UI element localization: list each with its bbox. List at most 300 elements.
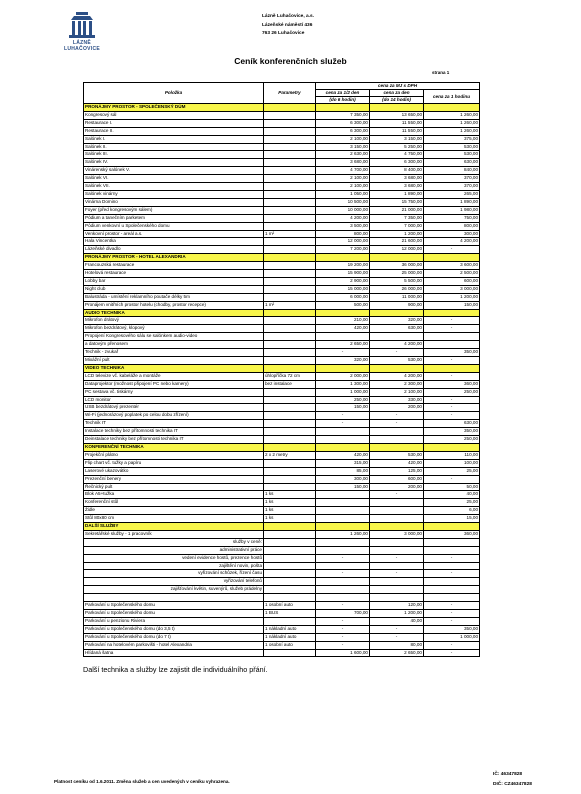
cell-item: LCD televize vč. kabeláže a montáže bbox=[84, 372, 264, 380]
cell-params bbox=[264, 357, 316, 365]
cell-price-half-day bbox=[316, 333, 370, 341]
table-row bbox=[84, 562, 480, 570]
cell-price-full-day: 4 200,00 bbox=[370, 341, 424, 349]
cell-item: PRONÁJMY PROSTOR - HOTEL ALEXANDRIA bbox=[84, 254, 264, 262]
cell-price-half-day: 10 000,00 bbox=[316, 206, 370, 214]
cell-item: Restaurace II. bbox=[84, 127, 264, 135]
cell-price-full-day: 330,00 bbox=[370, 396, 424, 404]
cell-price-hour: 630,00 bbox=[424, 159, 480, 167]
cell-params bbox=[264, 388, 316, 396]
cell-item: Hlídaná šatna bbox=[84, 649, 264, 657]
table-row bbox=[84, 183, 480, 191]
cell-params bbox=[264, 175, 316, 183]
cell-price-hour: 800,00 bbox=[424, 222, 480, 230]
table-row bbox=[84, 119, 480, 127]
company-city: 763 26 Luhačovice bbox=[262, 31, 305, 37]
cell-price-half-day: 4 200,00 bbox=[316, 214, 370, 222]
section-row bbox=[84, 523, 480, 531]
cell-item: Dataprojektor (možnost připojení PC nebo kamery) bbox=[84, 380, 264, 388]
cell-item: Parkování u penzionu Riviera bbox=[84, 617, 264, 625]
header-full-day: cena za den bbox=[370, 90, 424, 97]
cell-item: Balustráda - umístění reklamního poutače délky 5m bbox=[84, 293, 264, 301]
cell-params bbox=[264, 190, 316, 198]
cell-params bbox=[264, 483, 316, 491]
header-half-day: cena za 1/2 den bbox=[316, 90, 370, 97]
cell-price-half-day: 150,00 bbox=[316, 404, 370, 412]
cell-price-full-day: 5 250,00 bbox=[370, 143, 424, 151]
cell-price-full-day: 7 350,00 bbox=[370, 214, 424, 222]
cell-item: Konferenční stůl bbox=[84, 499, 264, 507]
cell-price-full-day: 200,00 bbox=[370, 404, 424, 412]
cell-price-hour: 300,00 bbox=[424, 230, 480, 238]
table-row bbox=[84, 111, 480, 119]
cell-price-half-day: 1 300,00 bbox=[316, 380, 370, 388]
cell-params: bez instalace bbox=[264, 380, 316, 388]
cell-price-hour: 1 260,00 bbox=[424, 119, 480, 127]
cell-params bbox=[264, 404, 316, 412]
cell-price-hour: - bbox=[424, 404, 480, 412]
cell-price-hour: 600,00 bbox=[424, 277, 480, 285]
cell-price-half-day bbox=[316, 443, 370, 451]
cell-price-half-day: - bbox=[316, 570, 370, 578]
cell-price-hour: 360,00 bbox=[424, 380, 480, 388]
cell-item: Technik - zvukař bbox=[84, 349, 264, 357]
table-row bbox=[84, 341, 480, 349]
cell-price-full-day bbox=[370, 428, 424, 436]
cell-price-full-day bbox=[370, 507, 424, 515]
cell-price-full-day: 80,00 bbox=[370, 641, 424, 649]
cell-price-full-day: 11 550,00 bbox=[370, 119, 424, 127]
cell-price-hour: - bbox=[424, 609, 480, 617]
cell-price-hour: 25,00 bbox=[424, 499, 480, 507]
cell-params bbox=[264, 546, 316, 554]
table-row bbox=[84, 277, 480, 285]
table-row bbox=[84, 317, 480, 325]
table-row bbox=[84, 206, 480, 214]
cell-params bbox=[264, 349, 316, 357]
cell-price-half-day: 210,00 bbox=[316, 317, 370, 325]
cell-params bbox=[264, 420, 316, 428]
cell-price-hour: 4 200,00 bbox=[424, 238, 480, 246]
cell-price-hour: 370,00 bbox=[424, 175, 480, 183]
cell-item: Salónek VI. bbox=[84, 175, 264, 183]
table-row bbox=[84, 396, 480, 404]
table-row bbox=[84, 404, 480, 412]
cell-price-full-day: - bbox=[370, 570, 424, 578]
cell-price-full-day: 530,00 bbox=[370, 357, 424, 365]
cell-price-hour: 1 200,00 bbox=[424, 293, 480, 301]
cell-price-full-day: - bbox=[370, 491, 424, 499]
cell-price-full-day: 2 650,00 bbox=[370, 649, 424, 657]
cell-params bbox=[264, 530, 316, 538]
cell-price-half-day: 800,00 bbox=[316, 230, 370, 238]
cell-price-half-day: 315,00 bbox=[316, 459, 370, 467]
cell-price-full-day: 8 400,00 bbox=[370, 167, 424, 175]
cell-price-full-day: 1 890,00 bbox=[370, 190, 424, 198]
cell-price-hour: 2 500,00 bbox=[424, 270, 480, 278]
cell-item: Mixážní pult bbox=[84, 357, 264, 365]
cell-params: úhlopříčka 72 cm bbox=[264, 372, 316, 380]
cell-price-half-day: - bbox=[316, 602, 370, 610]
cell-params bbox=[264, 214, 316, 222]
cell-price-half-day: 3 500,00 bbox=[316, 222, 370, 230]
cell-item: vedení evidence hostů, prezence hostů bbox=[84, 554, 264, 562]
cell-price-half-day: 85,00 bbox=[316, 467, 370, 475]
cell-price-half-day bbox=[316, 436, 370, 444]
cell-price-hour: 40,00 bbox=[424, 491, 480, 499]
table-row bbox=[84, 175, 480, 183]
cell-price-full-day: - bbox=[370, 412, 424, 420]
cell-price-hour bbox=[424, 586, 480, 594]
cell-price-half-day bbox=[316, 578, 370, 586]
cell-params bbox=[264, 206, 316, 214]
cell-item: zajištění novin, pošta bbox=[84, 562, 264, 570]
cell-item: administrativní práce bbox=[84, 546, 264, 554]
table-row bbox=[84, 649, 480, 657]
table-row bbox=[84, 214, 480, 222]
cell-price-full-day: 125,00 bbox=[370, 467, 424, 475]
table-row bbox=[84, 483, 480, 491]
cell-item: Prezenční benery bbox=[84, 475, 264, 483]
table-row bbox=[84, 190, 480, 198]
cell-params bbox=[264, 538, 316, 546]
cell-params bbox=[264, 270, 316, 278]
cell-item: Sekretářské služby - 1 pracovník bbox=[84, 530, 264, 538]
table-row bbox=[84, 301, 480, 309]
table-row bbox=[84, 143, 480, 151]
cell-item: Parkování u Společenského domu (do 7 t) bbox=[84, 633, 264, 641]
cell-price-hour: 630,00 bbox=[424, 420, 480, 428]
cell-price-full-day: 5 500,00 bbox=[370, 277, 424, 285]
table-row bbox=[84, 467, 480, 475]
cell-item: Wi-Fi (jednorázový poplatek po celou dobu zřízení) bbox=[84, 412, 264, 420]
cell-item: Hala Vincentka bbox=[84, 238, 264, 246]
cell-params bbox=[264, 246, 316, 254]
cell-item: zajišťování květin, suvenýrů, služeb prádelny bbox=[84, 586, 264, 594]
table-row bbox=[84, 151, 480, 159]
cell-item: Foyer (před kongresovým sálem) bbox=[84, 206, 264, 214]
cell-params bbox=[264, 254, 316, 262]
cell-price-half-day bbox=[316, 104, 370, 112]
cell-price-full-day bbox=[370, 594, 424, 602]
table-row bbox=[84, 617, 480, 625]
cell-price-hour: - bbox=[424, 617, 480, 625]
table-row bbox=[84, 388, 480, 396]
cell-item: Židle bbox=[84, 507, 264, 515]
table-row bbox=[84, 270, 480, 278]
cell-price-full-day: 120,00 bbox=[370, 602, 424, 610]
cell-params: 1 ks bbox=[264, 499, 316, 507]
header-row-top bbox=[84, 83, 480, 90]
cell-price-hour: 3 600,00 bbox=[424, 262, 480, 270]
cell-item: Blok A5+tužka bbox=[84, 491, 264, 499]
cell-price-full-day bbox=[370, 578, 424, 586]
cell-params bbox=[264, 523, 316, 531]
section-row bbox=[84, 364, 480, 372]
dic: DIČ: CZ46347828 bbox=[493, 782, 532, 787]
cell-price-hour: 350,00 bbox=[424, 349, 480, 357]
table-row bbox=[84, 515, 480, 523]
cell-price-full-day: 320,00 bbox=[370, 317, 424, 325]
cell-price-half-day: 19 200,00 bbox=[316, 262, 370, 270]
cell-price-half-day bbox=[316, 254, 370, 262]
table-row bbox=[84, 285, 480, 293]
cell-price-full-day: 3 680,00 bbox=[370, 175, 424, 183]
cell-price-hour bbox=[424, 254, 480, 262]
cell-price-full-day: 40,00 bbox=[370, 617, 424, 625]
cell-price-hour: - bbox=[424, 602, 480, 610]
cell-price-half-day: 12 000,00 bbox=[316, 238, 370, 246]
cell-params bbox=[264, 135, 316, 143]
cell-price-hour: 100,00 bbox=[424, 459, 480, 467]
cell-price-hour bbox=[424, 538, 480, 546]
cell-params bbox=[264, 594, 316, 602]
table-row bbox=[84, 420, 480, 428]
cell-price-full-day: 26 000,00 bbox=[370, 285, 424, 293]
cell-item: Parkování u Společenského domu bbox=[84, 609, 264, 617]
cell-price-hour: 265,00 bbox=[424, 190, 480, 198]
cell-price-half-day: 3 680,00 bbox=[316, 159, 370, 167]
cell-params: 1 m² bbox=[264, 230, 316, 238]
cell-item: Lobby bar bbox=[84, 277, 264, 285]
company-street: Lázeňské náměstí 436 bbox=[262, 22, 313, 28]
table-row bbox=[84, 230, 480, 238]
cell-price-half-day bbox=[316, 586, 370, 594]
cell-params: 2 x 2 metry bbox=[264, 451, 316, 459]
cell-price-half-day: 6 300,00 bbox=[316, 119, 370, 127]
cell-params: 1 BUS bbox=[264, 609, 316, 617]
cell-item: Technik IT bbox=[84, 420, 264, 428]
cell-price-full-day bbox=[370, 254, 424, 262]
cell-item: Salónek VII. bbox=[84, 183, 264, 191]
cell-price-hour: - bbox=[424, 357, 480, 365]
cell-params bbox=[264, 159, 316, 167]
cell-price-half-day: 150,00 bbox=[316, 483, 370, 491]
cell-params bbox=[264, 443, 316, 451]
cell-params bbox=[264, 127, 316, 135]
cell-price-hour: - bbox=[424, 246, 480, 254]
cell-params: 1 ks bbox=[264, 507, 316, 515]
cell-price-full-day: - bbox=[370, 420, 424, 428]
cell-price-full-day bbox=[370, 538, 424, 546]
table-row bbox=[84, 451, 480, 459]
cell-price-full-day: 11 000,00 bbox=[370, 293, 424, 301]
cell-price-hour: 370,00 bbox=[424, 183, 480, 191]
table-row bbox=[84, 609, 480, 617]
cell-price-half-day: 7 350,00 bbox=[316, 111, 370, 119]
cell-price-half-day bbox=[316, 562, 370, 570]
cell-price-full-day bbox=[370, 562, 424, 570]
cell-price-half-day: 250,00 bbox=[316, 396, 370, 404]
cell-price-half-day: 320,00 bbox=[316, 357, 370, 365]
cell-price-full-day: 4 200,00 bbox=[370, 372, 424, 380]
cell-price-half-day: 420,00 bbox=[316, 325, 370, 333]
cell-item: Hotelová restaurace bbox=[84, 270, 264, 278]
cell-price-full-day bbox=[370, 586, 424, 594]
table-row bbox=[84, 570, 480, 578]
cell-price-hour bbox=[424, 594, 480, 602]
cell-price-half-day bbox=[316, 594, 370, 602]
cell-item: Kongresový sál bbox=[84, 111, 264, 119]
cell-params bbox=[264, 396, 316, 404]
cell-price-half-day: 2 000,00 bbox=[316, 372, 370, 380]
cell-params bbox=[264, 262, 316, 270]
cell-price-hour: 360,00 bbox=[424, 530, 480, 538]
cell-params bbox=[264, 617, 316, 625]
table-row bbox=[84, 428, 480, 436]
cell-price-hour bbox=[424, 309, 480, 317]
cell-item: vyřizování telefonů bbox=[84, 578, 264, 586]
table-row bbox=[84, 262, 480, 270]
table-row bbox=[84, 135, 480, 143]
section-row bbox=[84, 309, 480, 317]
table-row bbox=[84, 127, 480, 135]
header-params: Parametry bbox=[264, 83, 316, 104]
cell-price-full-day: 21 600,00 bbox=[370, 238, 424, 246]
cell-price-hour: 150,00 bbox=[424, 301, 480, 309]
cell-item: Vinárenský salónek V. bbox=[84, 167, 264, 175]
cell-price-full-day: 1 200,00 bbox=[370, 230, 424, 238]
header-full-day-sub: (do 14 hodin) bbox=[370, 97, 424, 104]
cell-item: Salónek IV. bbox=[84, 159, 264, 167]
cell-params bbox=[264, 104, 316, 112]
cell-price-full-day bbox=[370, 499, 424, 507]
section-row bbox=[84, 104, 480, 112]
cell-item: Vinárna Domino bbox=[84, 198, 264, 206]
table-row bbox=[84, 333, 480, 341]
cell-params bbox=[264, 459, 316, 467]
cell-price-half-day: - bbox=[316, 420, 370, 428]
cell-params: 1 nákladní auto bbox=[264, 625, 316, 633]
table-row bbox=[84, 475, 480, 483]
cell-item: PC sestava vč. tiskárny bbox=[84, 388, 264, 396]
cell-price-hour: 1 980,00 bbox=[424, 206, 480, 214]
cell-price-full-day bbox=[370, 443, 424, 451]
cell-price-full-day: 4 750,00 bbox=[370, 151, 424, 159]
cell-item: Pódium a tanečním parketem bbox=[84, 214, 264, 222]
cell-item: Francouzská restaurace bbox=[84, 262, 264, 270]
cell-params bbox=[264, 554, 316, 562]
cell-price-full-day: 3 680,00 bbox=[370, 183, 424, 191]
cell-price-hour bbox=[424, 578, 480, 586]
cell-item: PRONÁJMY PROSTOR - SPOLEČENSKÝ DŮM bbox=[84, 104, 264, 112]
cell-item: služby v ceně: bbox=[84, 538, 264, 546]
cell-price-half-day: 3 150,00 bbox=[316, 143, 370, 151]
cell-price-half-day: 4 700,00 bbox=[316, 167, 370, 175]
cell-price-full-day bbox=[370, 515, 424, 523]
cell-price-hour: 375,00 bbox=[424, 135, 480, 143]
cell-item: Laserové ukazovátko bbox=[84, 467, 264, 475]
cell-params bbox=[264, 436, 316, 444]
header-price-group: cena za MJ s DPH bbox=[316, 83, 480, 90]
cell-price-full-day: 13 650,00 bbox=[370, 111, 424, 119]
cell-params bbox=[264, 238, 316, 246]
cell-price-half-day: 2 100,00 bbox=[316, 135, 370, 143]
page-title: Ceník konferenčních služeb bbox=[234, 56, 347, 66]
table-row bbox=[84, 499, 480, 507]
cell-price-half-day bbox=[316, 364, 370, 372]
cell-item: Parkování na hotelovém parkovišti - hotel Alexandria bbox=[84, 641, 264, 649]
cell-price-half-day: 15 900,00 bbox=[316, 270, 370, 278]
cell-price-full-day: 530,00 bbox=[370, 451, 424, 459]
table-row bbox=[84, 641, 480, 649]
cell-price-full-day: 630,00 bbox=[370, 325, 424, 333]
cell-price-hour: 3 000,00 bbox=[424, 285, 480, 293]
price-table bbox=[83, 82, 480, 657]
cell-price-hour: - bbox=[424, 372, 480, 380]
cell-params bbox=[264, 475, 316, 483]
header-half-day-sub: (do 6 hodin) bbox=[316, 97, 370, 104]
cell-price-half-day: 7 200,00 bbox=[316, 246, 370, 254]
cell-price-half-day: 420,00 bbox=[316, 451, 370, 459]
cell-params bbox=[264, 111, 316, 119]
cell-price-hour: 350,00 bbox=[424, 428, 480, 436]
price-table-body bbox=[84, 104, 480, 657]
cell-price-half-day: - bbox=[316, 349, 370, 357]
cell-price-hour: 50,00 bbox=[424, 483, 480, 491]
section-row bbox=[84, 443, 480, 451]
cell-item: Salónek vinárny bbox=[84, 190, 264, 198]
table-row bbox=[84, 538, 480, 546]
table-row bbox=[84, 357, 480, 365]
cell-price-full-day: 11 550,00 bbox=[370, 127, 424, 135]
table-row bbox=[84, 293, 480, 301]
cell-price-hour: 250,00 bbox=[424, 436, 480, 444]
logo-text: LÁZNĚ LUHAČOVICE bbox=[63, 40, 101, 52]
cell-price-full-day: 15 750,00 bbox=[370, 198, 424, 206]
cell-params bbox=[264, 309, 316, 317]
cell-item: Salónek II. bbox=[84, 143, 264, 151]
cell-params bbox=[264, 293, 316, 301]
cell-params bbox=[264, 467, 316, 475]
cell-price-half-day: - bbox=[316, 617, 370, 625]
cell-price-hour: 840,00 bbox=[424, 167, 480, 175]
cell-price-full-day: 2 100,00 bbox=[370, 388, 424, 396]
cell-params: 1 nákladní auto bbox=[264, 633, 316, 641]
cell-params bbox=[264, 570, 316, 578]
cell-price-half-day: 2 650,00 bbox=[316, 341, 370, 349]
cell-price-half-day bbox=[316, 523, 370, 531]
cell-price-hour: - bbox=[424, 649, 480, 657]
ico: IČ: 46347828 bbox=[493, 772, 523, 777]
table-row bbox=[84, 198, 480, 206]
cell-item: Parkování u Společenského domu bbox=[84, 602, 264, 610]
company-ids bbox=[493, 770, 532, 790]
table-row bbox=[84, 380, 480, 388]
cell-price-full-day: 900,00 bbox=[370, 301, 424, 309]
table-row bbox=[84, 167, 480, 175]
cell-params bbox=[264, 341, 316, 349]
cell-price-full-day bbox=[370, 309, 424, 317]
cell-price-hour: 750,00 bbox=[424, 214, 480, 222]
table-row bbox=[84, 372, 480, 380]
company-address bbox=[262, 13, 382, 39]
cell-price-half-day: 2 630,00 bbox=[316, 151, 370, 159]
cell-params bbox=[264, 198, 316, 206]
cell-item: Řečnický pult bbox=[84, 483, 264, 491]
cell-price-full-day bbox=[370, 523, 424, 531]
cell-params bbox=[264, 167, 316, 175]
cell-params bbox=[264, 222, 316, 230]
cell-price-half-day bbox=[316, 499, 370, 507]
table-row bbox=[84, 625, 480, 633]
cell-params bbox=[264, 333, 316, 341]
cell-item: Instalace techniky bez přítomnosti technika IT bbox=[84, 428, 264, 436]
cell-price-half-day: 2 100,00 bbox=[316, 183, 370, 191]
cell-price-hour: 25,00 bbox=[424, 467, 480, 475]
cell-item: LCD monitor bbox=[84, 396, 264, 404]
table-row bbox=[84, 633, 480, 641]
